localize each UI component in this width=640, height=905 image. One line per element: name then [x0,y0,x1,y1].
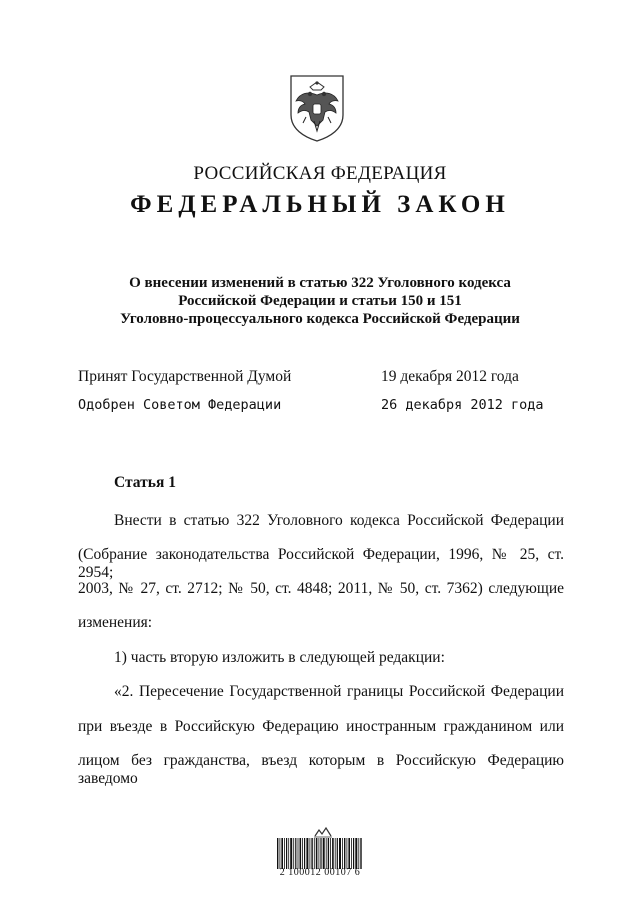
paragraph-line: при въезде в Российскую Федерацию иностранным гражданином или [78,718,564,735]
paragraph-line: «2. Пересечение Государственной границы Российской Федерации [114,683,564,700]
law-title [0,274,640,328]
coat-of-arms-icon [288,73,346,143]
council-date: 26 декабря 2012 года [381,397,544,413]
barcode-number: 2 100012 00107 6 [279,867,361,878]
paragraph-line: 1) часть вторую изложить в следующей редакции: [114,649,445,666]
paragraph-line: Внести в статью 322 Уголовного кодекса Российской Федерации [114,512,564,529]
paragraph-line: 2003, № 27, ст. 2712; № 50, ст. 4848; 2011, № 50, ст. 7362) следующие [78,580,564,597]
registry-mark-icon [313,826,333,838]
law-title-line: Российской Федерации и статьи 150 и 151 [178,293,462,309]
law-title-line: О внесении изменений в статью 322 Уголовного кодекса [129,275,511,291]
barcode-icon [277,838,363,869]
law-type-heading: ФЕДЕРАЛЬНЫЙ ЗАКОН [130,191,510,218]
law-title-line: Уголовно-процессуального кодекса Российской Федерации [120,311,520,327]
duma-date: 19 декабря 2012 года [381,368,519,385]
paragraph-line: лицом без гражданства, въезд которым в Российскую Федерацию заведомо [78,752,564,787]
duma-label: Принят Государственной Думой [78,368,292,385]
article-heading: Статья 1 [114,474,176,491]
paragraph-line: (Собрание законодательства Российской Федерации, 1996, № 25, ст. 2954; [78,546,564,581]
paragraph-line: изменения: [78,614,153,631]
country-heading: РОССИЙСКАЯ ФЕДЕРАЦИЯ [193,163,447,184]
council-label: Одобрен Советом Федерации [78,397,282,413]
